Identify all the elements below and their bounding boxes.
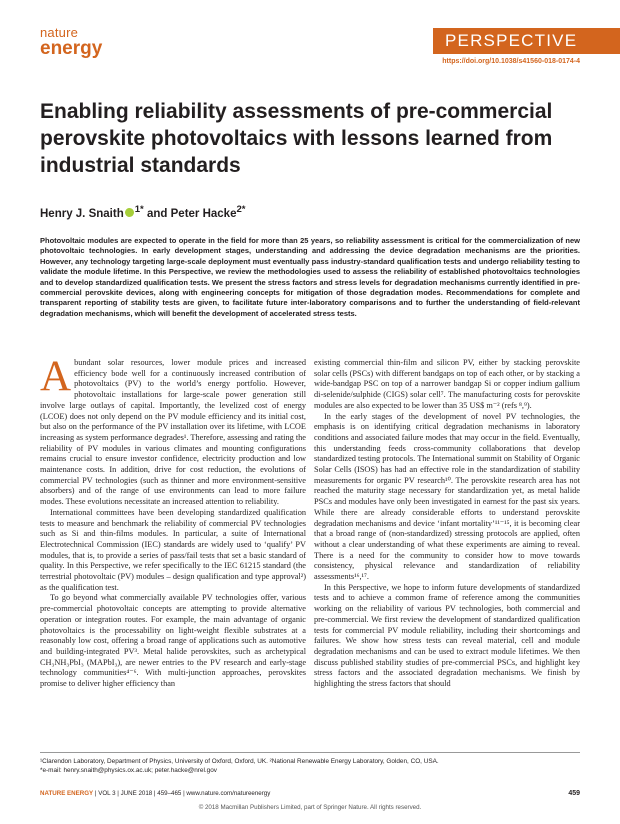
orcid-icon[interactable] <box>125 208 134 217</box>
email-line[interactable]: *e-mail: henry.snaith@physics.ox.ac.uk; peter.hacke@nrel.gov <box>40 767 217 774</box>
drop-cap: A <box>40 353 72 400</box>
footer-journal: NATURE ENERGY <box>40 790 94 797</box>
body-column-right <box>314 358 580 690</box>
author-snaith-marks: 1* <box>134 204 144 215</box>
paragraph-text: bundant solar resources, lower module prices and increased efficiency bode well for a continuously increased contribution of photovoltaics (PV) to the world’s energy portfolio. However, photovoltaic installations for large-scale power generation still involve large outlays of capital. Importantly, the levelized cost of energy (LCOE) does not only depend on the PV module efficiency and its initial cost, but also on the performance of the PV installation over its lifetime, with LCOE increasing as system performance degrades¹. Therefore, assessing and rating the reliability of PV modules in various climates and mounting configurations remains crucial to ensure investor confidence, electricity production and low maintenance costs. In addition, drive for cost reduction, the evolutions of commercial PV technologies (such as thinner and more environment-sensitive absorbers) and of the range of use environments can lead to more failure modes. These evolutions necessitate an increased attention to reliability. <box>40 358 306 507</box>
affiliations <box>40 757 580 775</box>
paragraph: In this Perspective, we hope to inform future developments of standardized tests and to achieve a common frame of reference among the communities working on the reliability of various PV technologies, both commercial and pre-commercial. We first review the development of standardized qualification tests for commercial PV module reliability, including their shortcomings and failures. We show how stress tests can reveal material, cell and module degradation mechanisms and can be used to extract module lifetimes. We then discuss published stability studies of pre-commercial PSCs, and highlight key stress factors and the associated degradation mechanisms. We finish by highlighting the stress factors that should <box>314 582 580 689</box>
author-hacke[interactable]: Peter Hacke <box>170 207 237 220</box>
author-join: and <box>143 207 171 220</box>
page-footer <box>40 790 270 797</box>
copyright-notice: © 2018 Macmillan Publishers Limited, part of Springer Nature. All rights reserved. <box>198 804 422 811</box>
paragraph: existing commercial thin-film and silicon PV, either by stacking perovskite solar cells (PSCs) with different bandgaps on top of each other, or by stacking a wide-bandgap PSC on top of a narrower bandgap Si or copper indium gallium di-selenide/sulphide (CIGS) solar cell⁷. The manufacturing costs for perovskite modules are also expected to be lower than 35 US$ m⁻² (refs ⁸,⁹). <box>314 358 580 410</box>
paragraph <box>40 353 306 508</box>
page-number: 459 <box>568 790 580 797</box>
article-title: Enabling reliability assessments of pre-commercial perovskite photovoltaics with lessons learned from industrial standards <box>40 100 553 177</box>
logo-line-energy: energy <box>40 38 103 59</box>
paragraph: In the early stages of the development of novel PV technologies, the emphasis is on identifying critical degradation mechanisms in laboratory conditions and associated failure modes that may occur in the field. Eventually, this understanding feeds cross-community collaborations that develop standardized testing protocols. The International summit on Stability of Organic Solar Cells (ISOS) has had an effective role in the standardization of stability measurements for organic PV research¹⁰. The perovskite research area has not reached the maturity stage necessary for standardization yet, as metal halide PSCs and modules have only been investigated in earnest for the past six years. While there are already considerable efforts to understand perovskite degradation mechanisms and device ‘infant mortality’¹¹⁻¹⁵, it is becoming clear that a broad range of (non-standardized) stressing protocols are applied, often without a clear understanding of what these experiments are aiming to reveal. There is a need for the community to consider how to move towards consistency, physical relevance and standardization of reliability assessments¹⁶,¹⁷. <box>314 411 580 582</box>
doi-link[interactable]: https://doi.org/10.1038/s41560-018-0174-4 <box>442 58 580 65</box>
paragraph: To go beyond what commercially available PV technologies offer, various pre-commercial photovoltaic concepts are attempting to provide alternative operation or integration routes. For example, the main advantage of organic photovoltaics is the processability on light-weight flexible substrates at a reasonably low cost, offering a broad range of applications such as automotive and building-integrated PV³. Metal halide perovskites, such as archetypical CH₃NH₃PbI₃ (MAPbI₃), are newer entries to the PV research and early-stage technology communities⁴⁻⁶. With multi-junction approaches, perovskites promise to deliver higher efficiency than <box>40 593 306 689</box>
section-banner: PERSPECTIVE <box>433 28 620 54</box>
logo-line-nature: nature <box>40 25 79 40</box>
affiliation-line: ¹Clarendon Laboratory, Department of Physics, University of Oxford, Oxford, UK. ²National Renewable Energy Laboratory, Golden, CO, USA. <box>40 758 439 765</box>
body-column-left <box>40 353 306 690</box>
author-snaith[interactable]: Henry J. Snaith <box>40 207 124 220</box>
paragraph: International committees have been developing standardized qualification tests to measure and benchmark the reliability of commercial PV technologies such as Si and thin-films modules. In particular, a suite of International Electrotechnical Commission (IEC) standards are widely used to ‘qualify’ PV modules, that is, to provide a series of pass/fail tests that set a basic standard of quality. In this Perspective, we refer specifically to the IEC 61215 standard (the terrestrial photovoltaic (PV) modules – design qualification and type approval²) as the qualification test. <box>40 507 306 592</box>
footnote-divider <box>40 752 580 753</box>
author-line <box>40 204 246 220</box>
footer-issue: | VOL 3 | JUNE 2018 | 459–465 | www.nature.com/natureenergy <box>93 790 271 797</box>
abstract: Photovoltaic modules are expected to operate in the field for more than 25 years, so reliability assessment is critical for the commercialization of new photovoltaic technologies. In early development stages, understanding and addressing the device degradation mechanisms are the priorities. However, any technology targeting large-scale deployment must eventually pass industry-standard qualification tests and undergo reliability testing to validate the module lifetime. In this Perspective, we review the methodologies used to assess the reliability of established photovoltaics technologies and to develop standardized qualification tests. We present the stress factors and stress levels for degradation mechanisms currently identified in pre-commercial perovskite devices, along with engineering concepts for mitigation of those degradation modes. Recommendations for complete and transparent reporting of stability tests are given, to facilitate future inter-laboratory comparisons and to further the understanding of field-relevant degradation mechanisms, which will benefit the development of accelerated stress tests. <box>40 236 580 318</box>
journal-logo <box>40 26 102 58</box>
author-hacke-marks: 2* <box>236 204 246 215</box>
